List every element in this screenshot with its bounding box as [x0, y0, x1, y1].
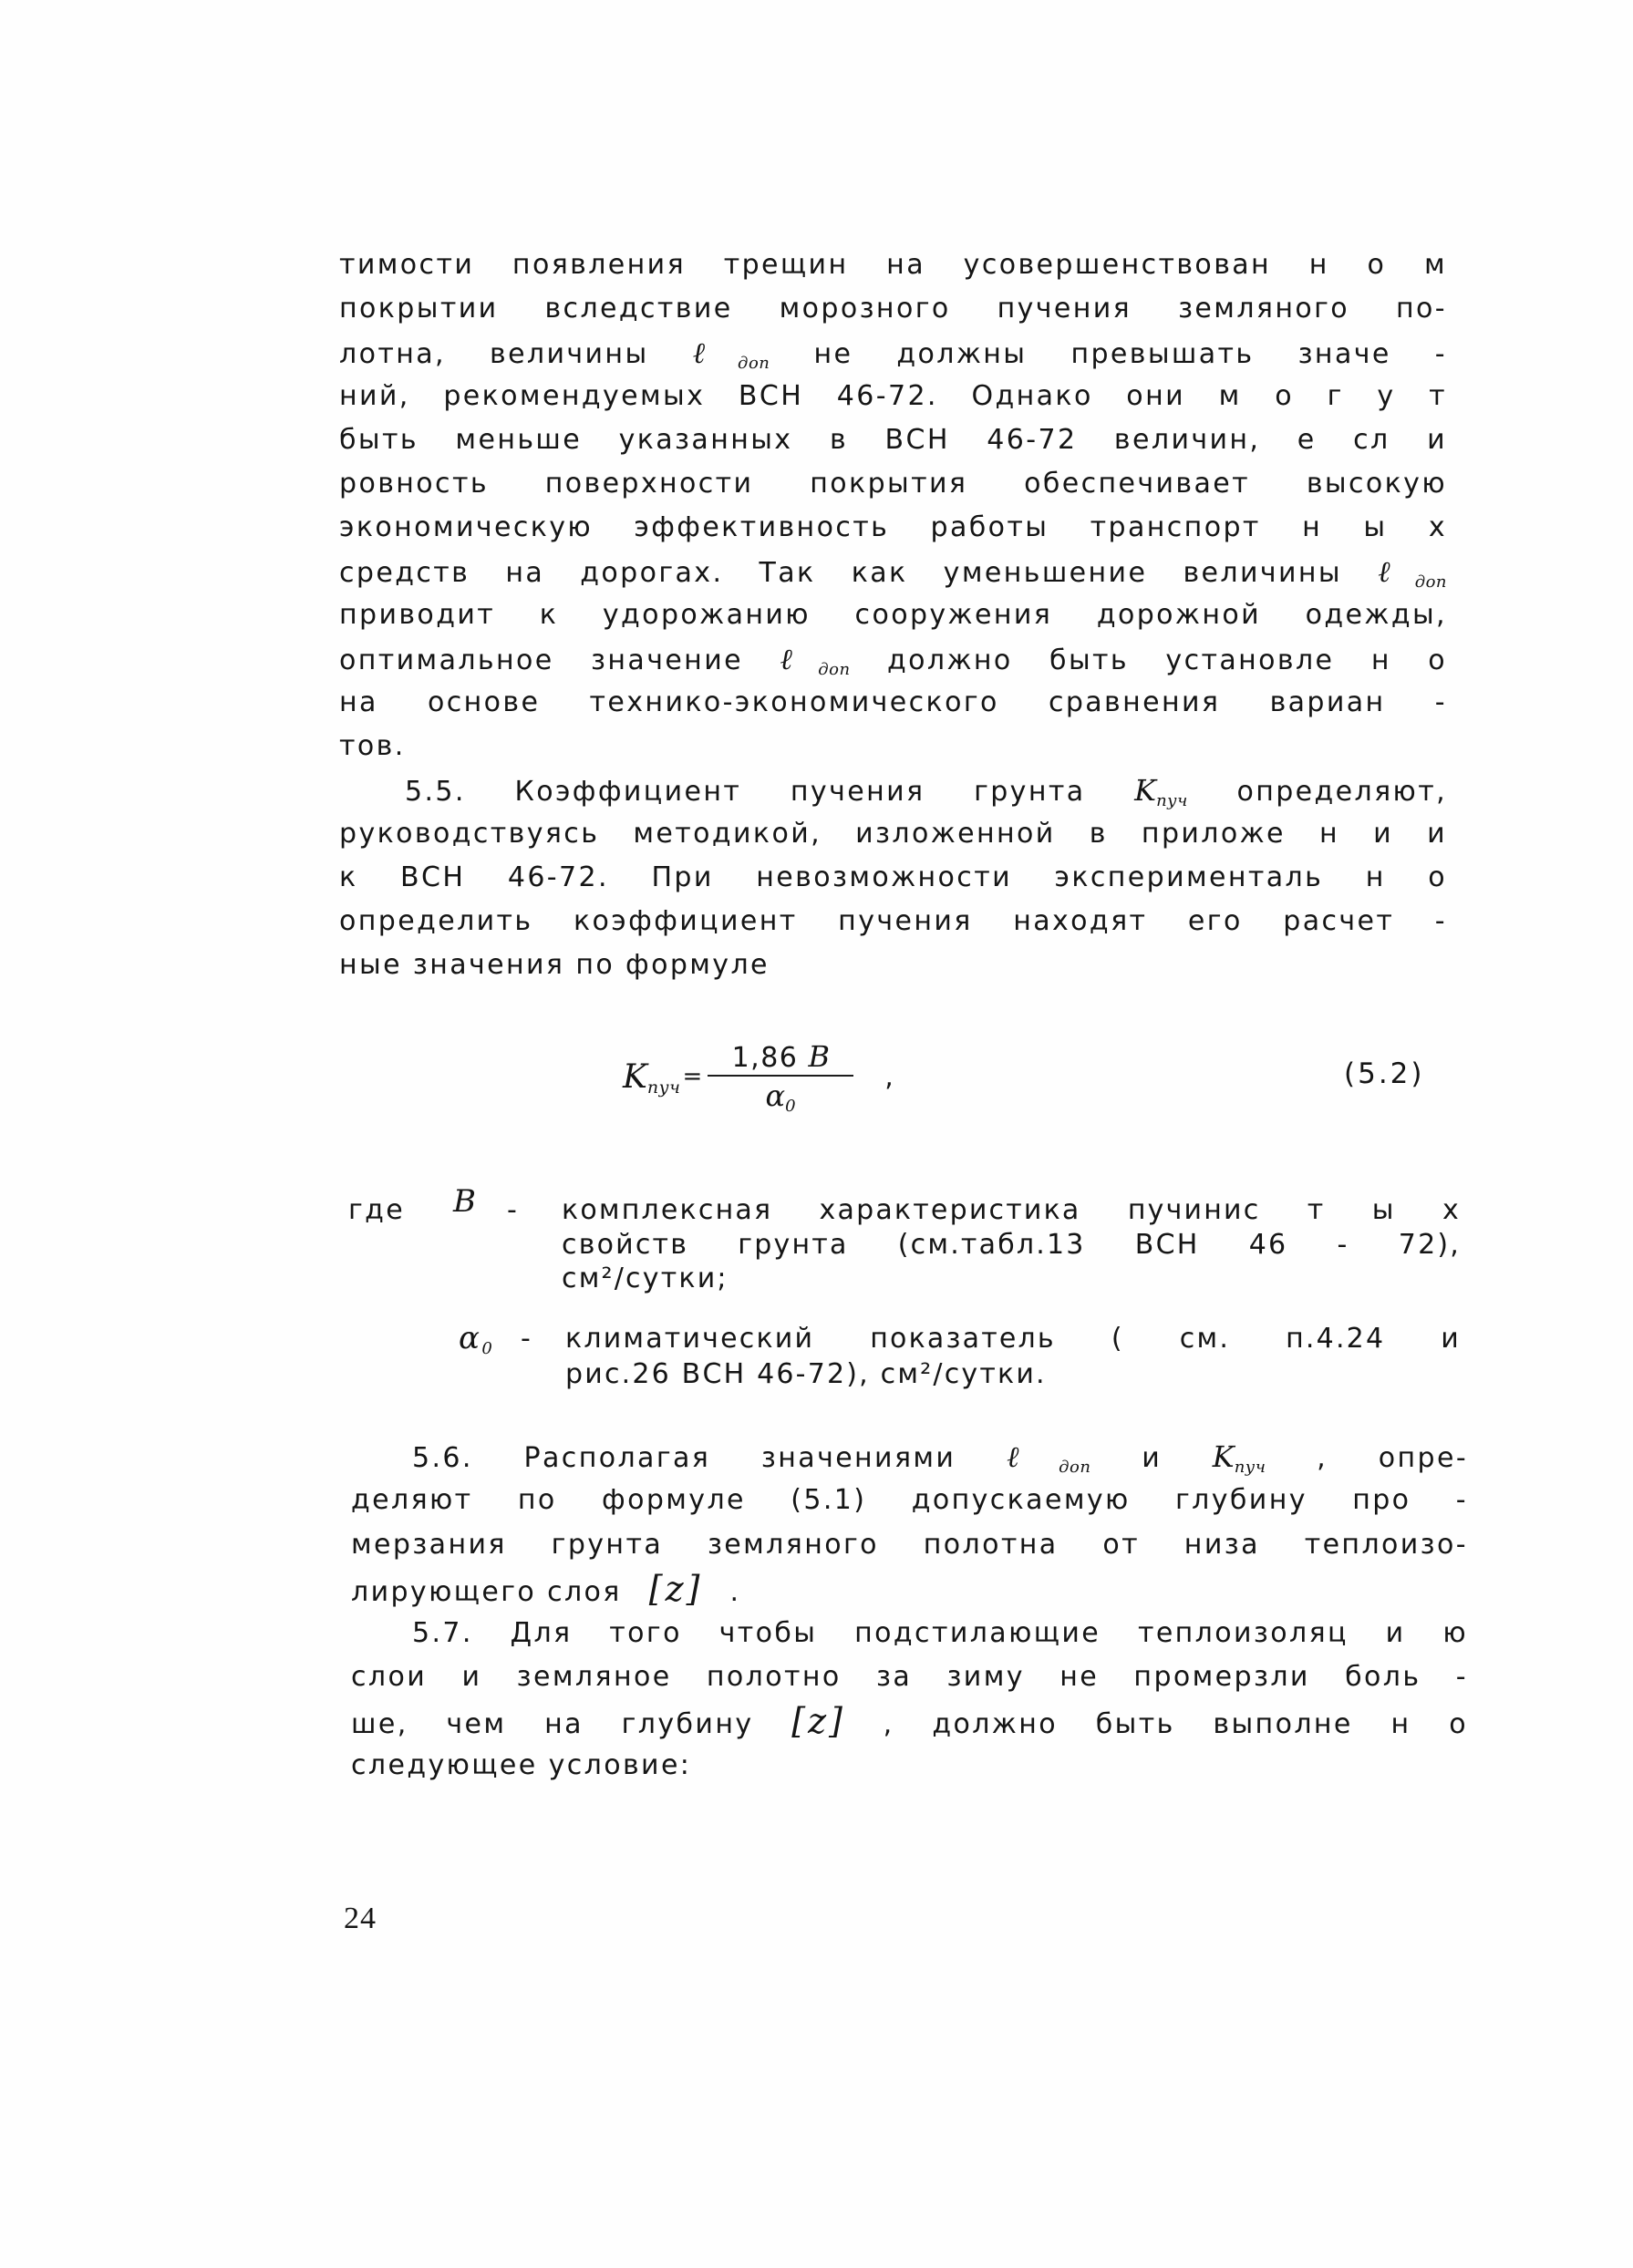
- text-segment: , должно быть выполне н о: [883, 1708, 1469, 1741]
- text-line: [339, 637, 1447, 681]
- text-segment: , опре-: [1317, 1442, 1469, 1474]
- text-line: [351, 1744, 1468, 1788]
- definition-dash: -: [507, 1194, 520, 1226]
- text-line: [565, 1356, 1461, 1392]
- text-line: [339, 725, 1447, 768]
- symbol-subscript: 0: [785, 1097, 797, 1116]
- text-segment: лотна, величины: [339, 338, 649, 370]
- symbol-subscript: доп: [818, 660, 851, 679]
- where-label: где: [348, 1194, 406, 1226]
- text-line: [351, 1655, 1468, 1699]
- text-line: [339, 768, 1447, 812]
- definition-b: [562, 1193, 1461, 1296]
- text-segment: тимости появления трещин на усовершенствован н о м: [339, 249, 1447, 281]
- text-block-main: [339, 243, 1447, 987]
- text-segment: и: [1142, 1442, 1163, 1474]
- text-segment: лирующего слоя: [351, 1576, 622, 1609]
- symbol-k-puch: [1134, 773, 1188, 808]
- text-segment: рис.26 ВСН 46-72), см²/сутки.: [565, 1358, 1047, 1390]
- text-line: [351, 1523, 1468, 1567]
- text-segment: слои и земляное полотно за зиму не промерзли боль -: [351, 1660, 1468, 1693]
- text-segment: следующее условие:: [351, 1748, 692, 1781]
- text-line: [339, 550, 1447, 593]
- text-segment: средств на дорогах. Так как уменьшение величины: [339, 557, 1342, 589]
- symbol-b: B: [453, 1183, 479, 1220]
- text-segment: к ВСН 46-72. При невозможности эксперименталь н о: [339, 861, 1447, 893]
- trailing-comma: ,: [884, 1060, 894, 1093]
- symbol-l-dop: [692, 335, 770, 373]
- text-segment: свойств грунта (см.табл.13 ВСН 46 - 72),: [562, 1228, 1461, 1261]
- symbol-alpha-0: [459, 1318, 492, 1358]
- symbol-k-puch: [1212, 1439, 1266, 1477]
- symbol-letter: ℓ: [692, 335, 739, 370]
- formula-5-2: [623, 1036, 894, 1118]
- text-segment: руководствуясь методикой, изложенной в приложе н и и: [339, 818, 1447, 850]
- denominator: [766, 1077, 797, 1115]
- text-line: [351, 1612, 1468, 1655]
- symbol-l-dop: [780, 642, 851, 679]
- symbol-subscript: доп: [738, 354, 770, 373]
- equation-label: (5.2): [1344, 1057, 1425, 1090]
- text-segment: оптимальное значение: [339, 644, 743, 676]
- text-line: [339, 856, 1447, 900]
- symbol-subscript: пуч: [646, 1077, 681, 1098]
- text-segment: экономическую эффективность работы транспорт н ы х: [339, 511, 1447, 543]
- definition-alpha: [565, 1321, 1461, 1392]
- symbol-z-bracket: [z]: [791, 1701, 845, 1742]
- symbol-z-bracket: [z]: [648, 1569, 703, 1610]
- symbol-letter: K: [1134, 773, 1157, 808]
- text-line: [562, 1228, 1461, 1263]
- equals-sign: =: [682, 1063, 703, 1090]
- symbol-subscript: 0: [481, 1339, 493, 1358]
- fraction: [708, 1038, 853, 1115]
- text-segment: быть меньше указанных в ВСН 46-72 величин, е сл и: [339, 424, 1447, 456]
- text-segment: ний, рекомендуемых ВСН 46-72. Однако они м о г у т: [339, 380, 1447, 412]
- text-segment: 5.7. Для того чтобы подстилающие теплоизоляц и ю: [412, 1616, 1468, 1649]
- text-segment: 5.6. Располагая значениями: [412, 1442, 956, 1474]
- symbol-subscript: доп: [1414, 572, 1448, 592]
- text-line: [339, 418, 1447, 462]
- text-segment: ные значения по формуле: [339, 949, 770, 981]
- text-line: [339, 681, 1447, 725]
- text-segment: 5.5. Коэффициент пучения грунта: [405, 776, 1086, 808]
- text-line: [339, 462, 1447, 506]
- text-line: [351, 1567, 1468, 1611]
- text-segment: определяют,: [1236, 776, 1448, 808]
- symbol-k-puch: [623, 1058, 680, 1096]
- symbol-letter: K: [1212, 1439, 1235, 1474]
- numerator: [708, 1038, 853, 1077]
- symbol-letter: ℓ: [780, 642, 819, 676]
- text-segment: тов.: [339, 730, 406, 762]
- symbol-letter: ℓ: [1378, 554, 1415, 589]
- symbol-subscript: пуч: [1156, 791, 1188, 810]
- text-segment: ше, чем на глубину: [351, 1708, 754, 1741]
- text-line: [562, 1262, 1461, 1296]
- text-segment: не должны превышать значе -: [813, 338, 1447, 370]
- text-line: [339, 331, 1447, 375]
- symbol-subscript: пуч: [1234, 1458, 1266, 1477]
- symbol-b: B: [808, 1039, 830, 1074]
- text-line: [339, 287, 1447, 331]
- symbol-subscript: доп: [1059, 1458, 1091, 1477]
- text-segment: комплексная характеристика пучинис т ы х: [562, 1194, 1461, 1226]
- symbol-letter: α: [765, 1078, 786, 1113]
- text-line: [339, 506, 1447, 550]
- text-line: [339, 243, 1447, 287]
- text-segment: определить коэффициент пучения находят его расчет -: [339, 905, 1447, 937]
- text-segment: покрытии вследствие морозного пучения земляного по-: [339, 293, 1447, 325]
- symbol-letter: α: [459, 1320, 482, 1356]
- text-segment: должно быть установле н о: [886, 644, 1448, 676]
- text-line: [351, 1435, 1468, 1479]
- text-line: [351, 1479, 1468, 1522]
- text-line: [339, 593, 1447, 637]
- text-line: [339, 375, 1447, 418]
- text-segment: .: [729, 1576, 741, 1609]
- text-line: [339, 900, 1447, 943]
- symbol-letter: K: [623, 1057, 647, 1096]
- text-segment: мерзания грунта земляного полотна от низа теплоизо-: [351, 1528, 1468, 1561]
- definition-dash: -: [521, 1323, 533, 1355]
- numerator-coefficient: 1,86: [731, 1042, 799, 1074]
- text-segment: см²/сутки;: [562, 1263, 729, 1294]
- text-line: [339, 812, 1447, 856]
- text-line: [339, 943, 1447, 987]
- text-segment: деляют по формуле (5.1) допускаемую глубину про -: [351, 1484, 1468, 1517]
- symbol-alpha-0: [765, 1078, 797, 1116]
- symbol-l-dop: [1007, 1439, 1091, 1477]
- text-line: [565, 1321, 1461, 1356]
- text-line: [562, 1193, 1461, 1228]
- text-segment: климатический показатель ( см. п.4.24 и: [565, 1323, 1461, 1355]
- text-segment: на основе технико-экономического сравнения вариан -: [339, 686, 1447, 718]
- text-segment: приводит к удорожанию сооружения дорожной одежды,: [339, 599, 1447, 631]
- text-block-items-5-6-5-7: [351, 1435, 1468, 1788]
- page-number: 24: [344, 1902, 377, 1935]
- text-segment: ровность поверхности покрытия обеспечивает высокую: [339, 468, 1447, 500]
- symbol-letter: ℓ: [1007, 1439, 1059, 1474]
- symbol-l-dop: [1378, 554, 1448, 592]
- text-line: [351, 1699, 1468, 1743]
